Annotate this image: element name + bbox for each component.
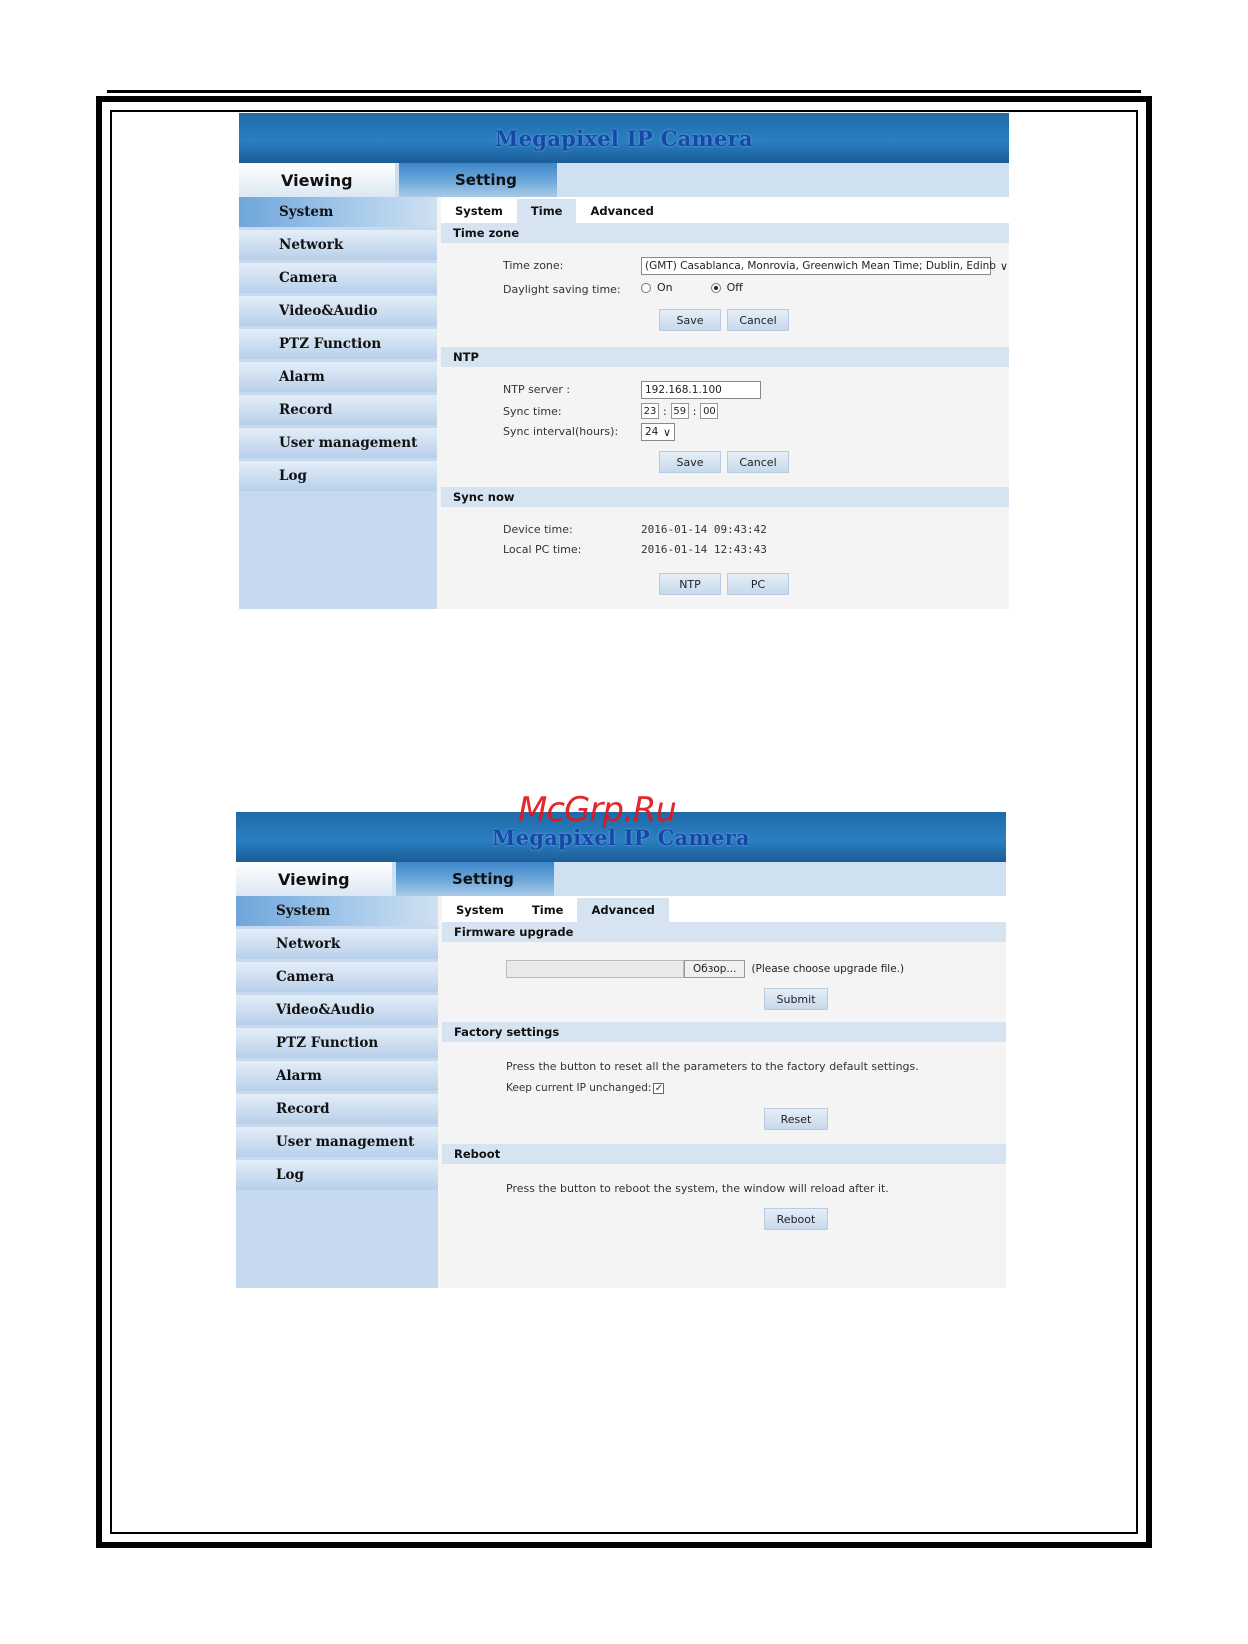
tab-setting[interactable]: Setting xyxy=(396,862,554,896)
device-time-row xyxy=(503,523,573,536)
body-row xyxy=(239,197,1009,609)
chevron-down-icon: ∨ xyxy=(662,425,671,439)
main-tabs xyxy=(239,163,1009,197)
sync-interval-label: Sync interval(hours): xyxy=(503,425,619,438)
sidebar-item-ptz-function[interactable]: PTZ Function xyxy=(236,1028,438,1058)
timezone-row xyxy=(503,259,563,272)
subtab-system[interactable]: System xyxy=(442,898,518,922)
factory-desc-row xyxy=(506,1060,919,1073)
sub-tabs xyxy=(442,896,1006,922)
colon-separator: : xyxy=(663,404,667,418)
firmware-file-control xyxy=(506,960,904,978)
sync-second-input[interactable]: 00 xyxy=(700,403,718,419)
dst-on-radio[interactable] xyxy=(641,283,651,293)
watermark: McGrp.Ru xyxy=(518,790,676,830)
dst-label: Daylight saving time: xyxy=(503,283,621,296)
ntp-server-row xyxy=(503,383,570,396)
sidebar-item-user-management[interactable]: User management xyxy=(239,428,437,458)
dst-off-label: Off xyxy=(726,281,743,294)
section-ntp xyxy=(441,367,1009,487)
body-row xyxy=(236,896,1006,1288)
ntp-server-input[interactable]: 192.168.1.100 xyxy=(641,381,761,399)
pc-time-value: 2016-01-14 12:43:43 xyxy=(641,543,767,556)
section-reboot xyxy=(442,1164,1006,1284)
sync-time-control xyxy=(641,403,718,419)
section-factory xyxy=(442,1042,1006,1144)
pc-time-value-wrap xyxy=(641,543,767,556)
subtab-time[interactable]: Time xyxy=(518,898,578,922)
top-rule xyxy=(107,90,1141,93)
sync-interval-value: 24 xyxy=(645,426,659,438)
sidebar-item-video-audio[interactable]: Video&Audio xyxy=(239,296,437,326)
dst-off-radio[interactable] xyxy=(711,283,721,293)
tab-setting[interactable]: Setting xyxy=(399,163,557,197)
ntp-save-button[interactable]: Save xyxy=(659,451,721,473)
ntp-server-label: NTP server : xyxy=(503,383,571,396)
reboot-button[interactable]: Reboot xyxy=(764,1208,828,1230)
sync-pc-button[interactable]: PC xyxy=(727,573,789,595)
content-panel xyxy=(442,896,1006,1288)
sync-time-label: Sync time: xyxy=(503,405,562,418)
ntp-server-control xyxy=(641,381,761,399)
sync-hour-input[interactable]: 23 xyxy=(641,403,659,419)
sidebar xyxy=(239,197,437,609)
sidebar-item-system[interactable]: System xyxy=(239,197,437,227)
app-banner xyxy=(239,113,1009,163)
sidebar-item-camera[interactable]: Camera xyxy=(239,263,437,293)
sidebar xyxy=(236,896,438,1288)
browse-button[interactable]: Обзор... xyxy=(684,960,745,978)
keep-ip-row xyxy=(506,1082,664,1094)
dst-row xyxy=(503,283,621,296)
timezone-save-button[interactable]: Save xyxy=(659,309,721,331)
ntp-cancel-button[interactable]: Cancel xyxy=(727,451,789,473)
timezone-value: (GMT) Casablanca, Monrovia, Greenwich Mean Time; Dublin, Edinb xyxy=(645,260,996,272)
sidebar-item-network[interactable]: Network xyxy=(236,929,438,959)
factory-reset-button[interactable]: Reset xyxy=(764,1108,828,1130)
section-factory-header: Factory settings xyxy=(442,1022,1006,1042)
app-title: Megapixel IP Camera xyxy=(492,824,750,850)
reboot-desc: Press the button to reboot the system, the window will reload after it. xyxy=(506,1182,889,1195)
section-timezone-header: Time zone xyxy=(441,223,1009,243)
subtab-advanced[interactable]: Advanced xyxy=(577,898,668,922)
sync-minute-input[interactable]: 59 xyxy=(671,403,689,419)
device-time-value: 2016-01-14 09:43:42 xyxy=(641,523,767,536)
subtab-time[interactable]: Time xyxy=(517,199,577,223)
sidebar-item-record[interactable]: Record xyxy=(239,395,437,425)
sidebar-item-video-audio[interactable]: Video&Audio xyxy=(236,995,438,1025)
sidebar-item-ptz-function[interactable]: PTZ Function xyxy=(239,329,437,359)
sidebar-item-network[interactable]: Network xyxy=(239,230,437,260)
keep-ip-label: Keep current IP unchanged: xyxy=(506,1082,652,1094)
device-time-value-wrap xyxy=(641,523,767,536)
firmware-hint: (Please choose upgrade file.) xyxy=(751,963,905,975)
section-reboot-header: Reboot xyxy=(442,1144,1006,1164)
factory-desc: Press the button to reset all the parameters to the factory default settings. xyxy=(506,1060,919,1073)
sync-ntp-button[interactable]: NTP xyxy=(659,573,721,595)
firmware-file-input[interactable] xyxy=(506,960,684,978)
keep-ip-checkbox[interactable]: ✓ xyxy=(654,1082,664,1094)
sidebar-item-camera[interactable]: Camera xyxy=(236,962,438,992)
time-settings-screenshot xyxy=(239,113,1009,609)
pc-time-row xyxy=(503,543,581,556)
timezone-cancel-button[interactable]: Cancel xyxy=(727,309,789,331)
tab-viewing[interactable]: Viewing xyxy=(239,163,395,197)
section-timezone xyxy=(441,243,1009,347)
app-title: Megapixel IP Camera xyxy=(495,125,753,151)
sync-time-row xyxy=(503,405,562,418)
tab-viewing[interactable]: Viewing xyxy=(236,862,392,896)
main-tabs xyxy=(236,862,1006,896)
sub-tabs xyxy=(441,197,1009,223)
sidebar-item-log[interactable]: Log xyxy=(236,1160,438,1190)
section-firmware xyxy=(442,942,1006,1022)
advanced-settings-screenshot xyxy=(236,812,1006,1288)
sidebar-item-log[interactable]: Log xyxy=(239,461,437,491)
firmware-submit-button[interactable]: Submit xyxy=(764,988,828,1010)
section-sync-now-header: Sync now xyxy=(441,487,1009,507)
sync-interval-row xyxy=(503,425,618,438)
chevron-down-icon: ∨ xyxy=(999,259,1009,273)
section-sync-now xyxy=(441,507,1009,607)
timezone-label: Time zone: xyxy=(503,259,564,272)
sidebar-item-system[interactable]: System xyxy=(236,896,438,926)
sync-interval-select[interactable] xyxy=(641,423,675,441)
pc-time-label: Local PC time: xyxy=(503,543,582,556)
subtab-advanced[interactable]: Advanced xyxy=(576,199,667,223)
timezone-control xyxy=(641,257,1009,275)
sync-interval-control xyxy=(641,423,675,441)
sidebar-item-alarm[interactable]: Alarm xyxy=(236,1061,438,1091)
sidebar-item-record[interactable]: Record xyxy=(236,1094,438,1124)
reboot-desc-row xyxy=(506,1182,889,1195)
section-ntp-header: NTP xyxy=(441,347,1009,367)
dst-control xyxy=(641,281,743,294)
timezone-select[interactable] xyxy=(641,257,1009,275)
sidebar-item-user-management[interactable]: User management xyxy=(236,1127,438,1157)
dst-on-label: On xyxy=(657,281,673,294)
content-panel xyxy=(441,197,1009,609)
device-time-label: Device time: xyxy=(503,523,573,536)
subtab-system[interactable]: System xyxy=(441,199,517,223)
colon-separator: : xyxy=(692,404,697,418)
section-firmware-header: Firmware upgrade xyxy=(442,922,1006,942)
sidebar-item-alarm[interactable]: Alarm xyxy=(239,362,437,392)
